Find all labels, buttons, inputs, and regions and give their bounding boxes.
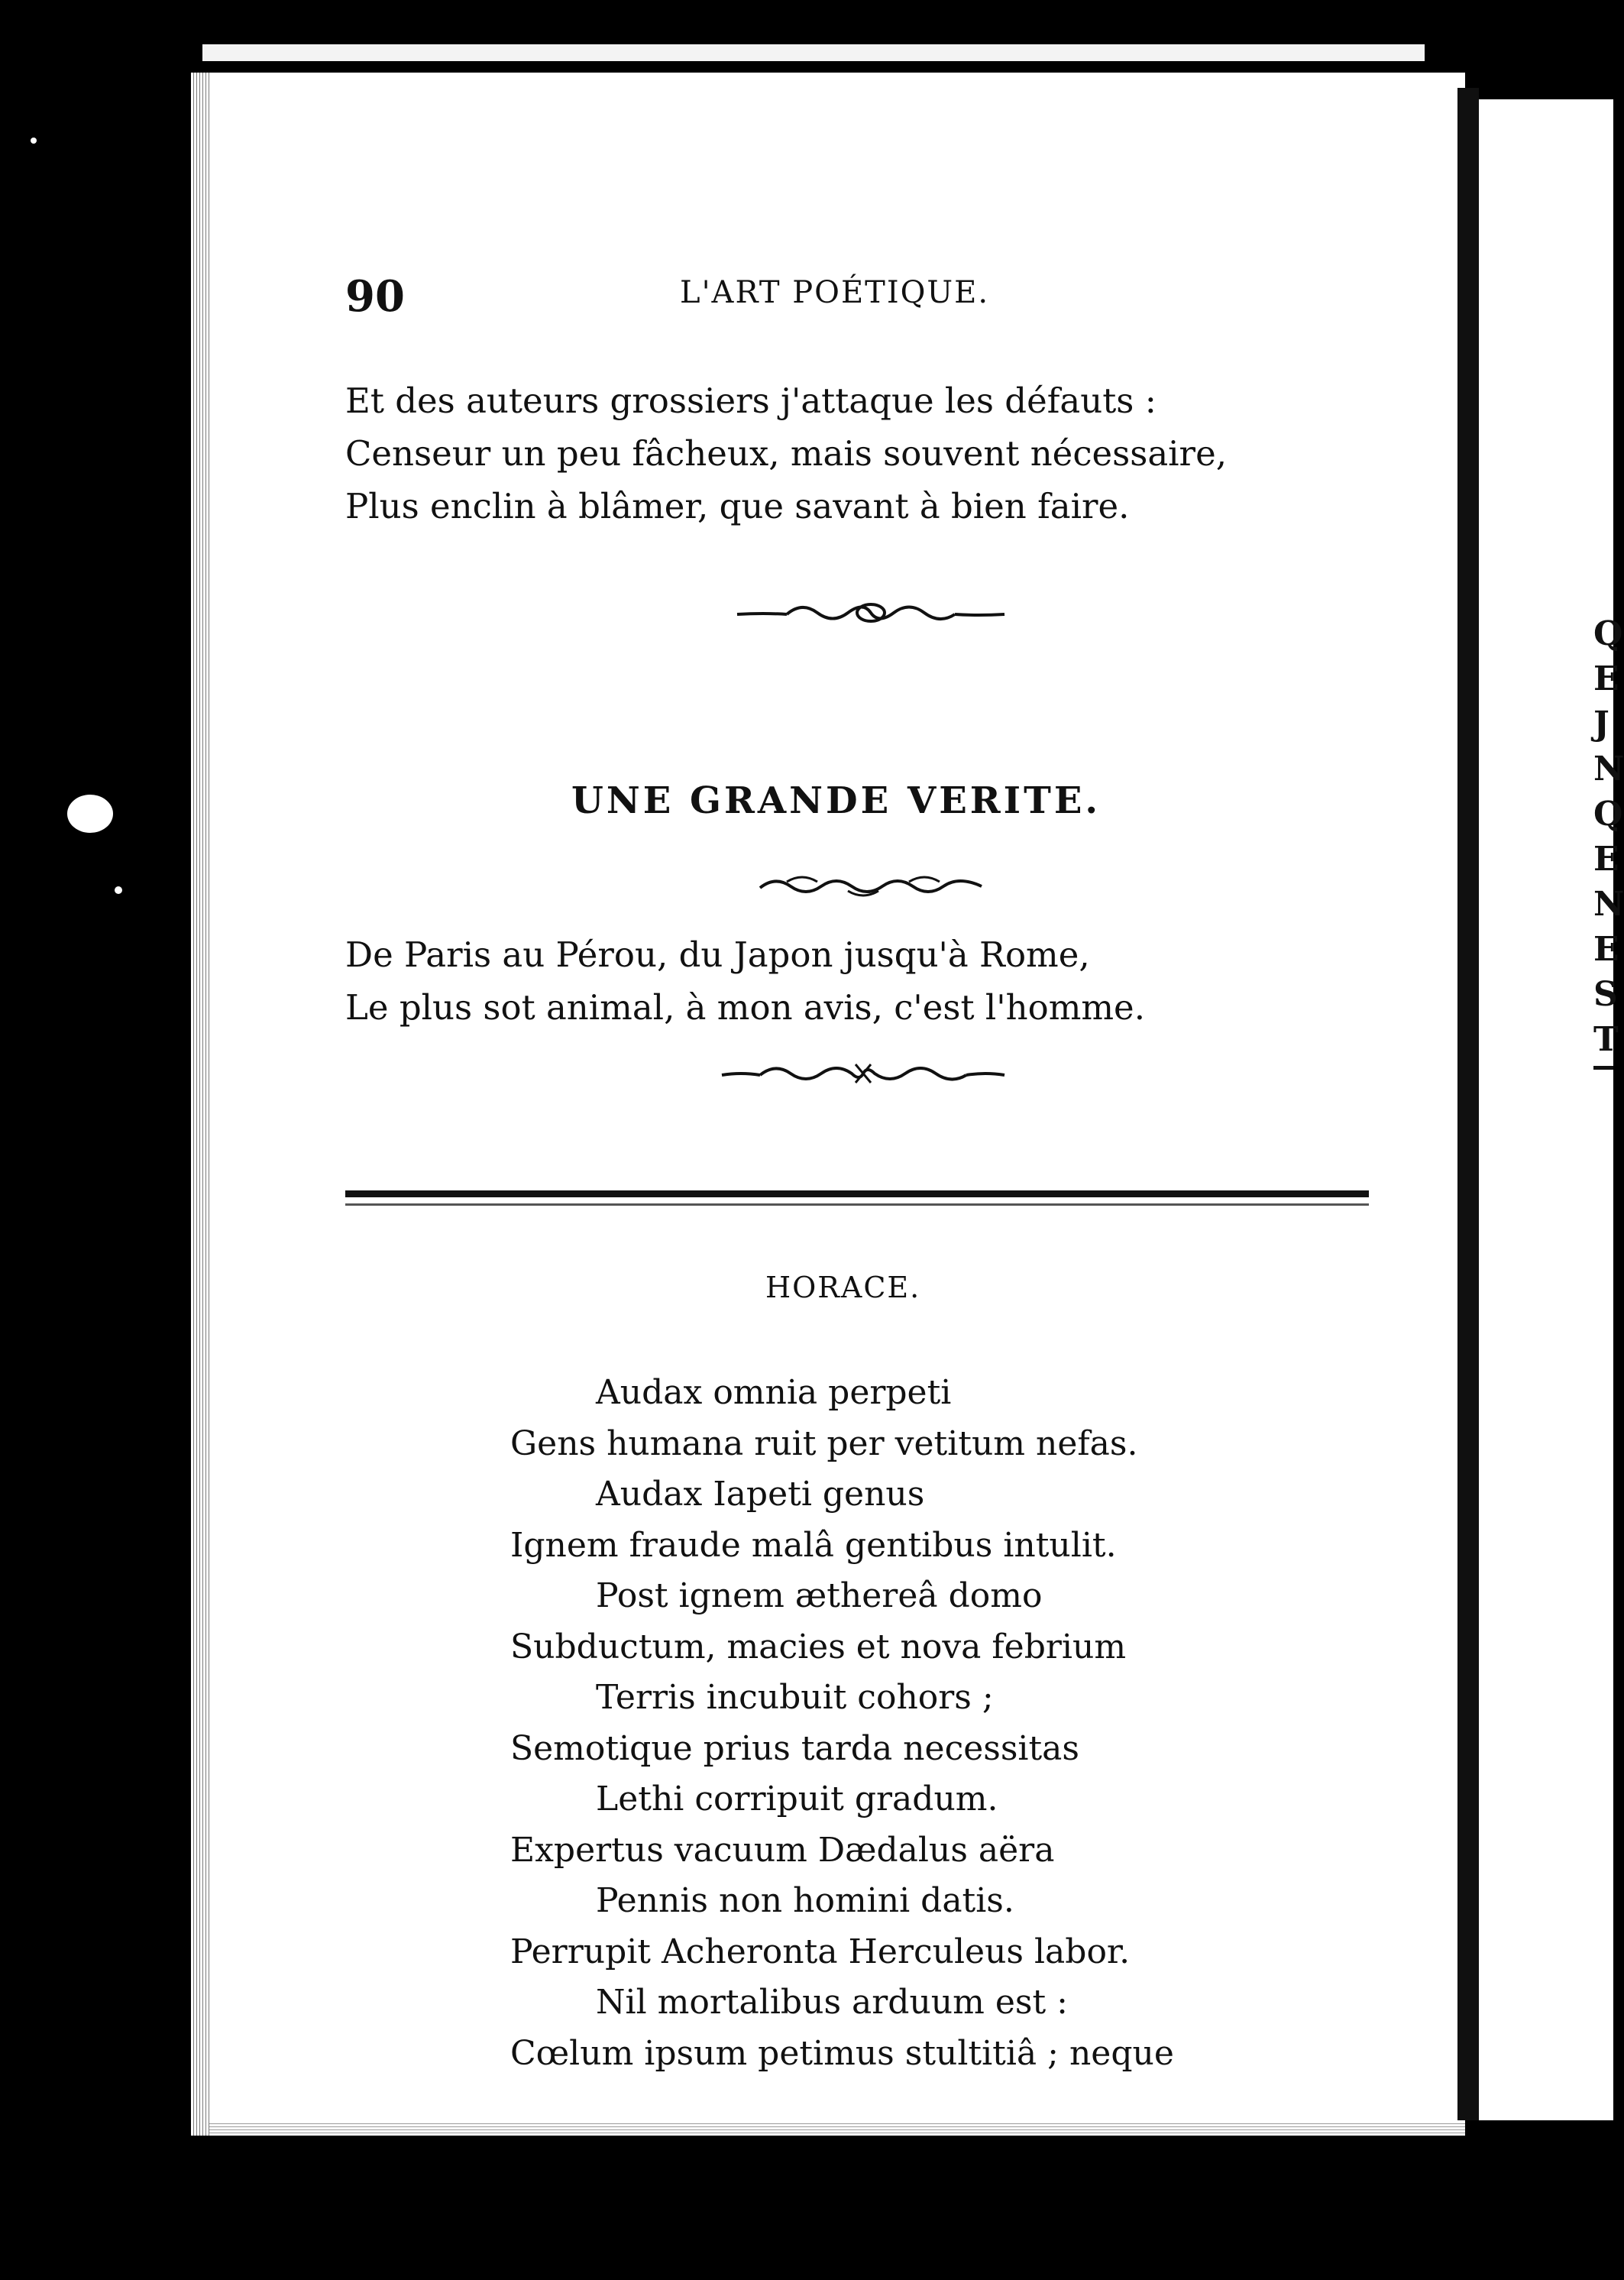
typographic-ornament bbox=[733, 598, 1008, 628]
facing-letter: Q bbox=[1593, 795, 1623, 834]
section-title: UNE GRANDE VERITE. bbox=[571, 779, 1102, 822]
book-gutter bbox=[1457, 88, 1479, 2120]
verse-line: Expertus vacuum Dædalus aëra bbox=[510, 1830, 1055, 1870]
heavy-rule bbox=[345, 1190, 1369, 1197]
verse-line: Audax Iapeti genus bbox=[596, 1475, 925, 1514]
verse-line: Audax omnia perpeti bbox=[596, 1373, 952, 1412]
verse-line: De Paris au Pérou, du Japon jusqu'à Rome, bbox=[345, 934, 1090, 975]
verse-line: Ignem fraude malâ gentibus intulit. bbox=[510, 1525, 1117, 1565]
verse-line: Gens humana ruit per vetitum nefas. bbox=[510, 1423, 1138, 1463]
verse-line: Censeur un peu fâcheux, mais souvent nécessaire, bbox=[345, 433, 1228, 474]
page-edges bbox=[191, 73, 209, 2136]
typographic-ornament bbox=[718, 1058, 1008, 1089]
verse-line: Lethi corripuit gradum. bbox=[596, 1780, 998, 1818]
facing-letter: E bbox=[1593, 930, 1619, 969]
dust-speck bbox=[31, 138, 37, 144]
verse-line: Cœlum ipsum petimus stultitiâ ; neque bbox=[510, 2033, 1174, 2073]
verse-line: Perrupit Acheronta Herculeus labor. bbox=[510, 1932, 1131, 1971]
facing-letter: E bbox=[1593, 840, 1619, 879]
verse-line: Subductum, macies et nova febrium bbox=[510, 1627, 1127, 1666]
section-verse bbox=[345, 928, 1145, 1034]
typographic-ornament bbox=[756, 871, 985, 902]
horace-verse bbox=[510, 1368, 1174, 2079]
top-page-edge bbox=[202, 44, 1425, 61]
facing-letter: N bbox=[1593, 885, 1624, 924]
facing-page bbox=[1479, 99, 1624, 2120]
verse-line: Post ignem æthereâ domo bbox=[596, 1576, 1043, 1615]
page-bottom-edges bbox=[209, 2122, 1465, 2136]
verse-line: Terris incubuit cohors ; bbox=[596, 1678, 994, 1717]
verse-line: Pennis non homini datis. bbox=[596, 1881, 1014, 1920]
dust-speck bbox=[67, 795, 113, 833]
facing-letter: N bbox=[1593, 750, 1624, 789]
running-title: L'ART POÉTIQUE. bbox=[680, 275, 990, 310]
verse-line: Et des auteurs grossiers j'attaque les défauts : bbox=[345, 381, 1157, 421]
verse-line: Nil mortalibus arduum est : bbox=[596, 1983, 1068, 2022]
verse-line: Le plus sot animal, à mon avis, c'est l'homme. bbox=[345, 987, 1145, 1028]
facing-letter: Q bbox=[1593, 614, 1623, 653]
opening-stanza bbox=[345, 374, 1227, 533]
horace-heading: HORACE. bbox=[765, 1271, 921, 1304]
dust-speck bbox=[115, 886, 122, 894]
facing-page-rule bbox=[1593, 1066, 1613, 1070]
thin-rule bbox=[345, 1203, 1369, 1206]
page-number: 90 bbox=[345, 271, 405, 322]
facing-letter: J bbox=[1593, 704, 1609, 743]
verse-line: Plus enclin à blâmer, que savant à bien faire. bbox=[345, 486, 1130, 526]
facing-letter: S bbox=[1593, 975, 1618, 1014]
facing-letter: T bbox=[1593, 1020, 1619, 1059]
facing-page-line-starts bbox=[1593, 611, 1624, 1062]
verse-line: Semotique prius tarda necessitas bbox=[510, 1728, 1079, 1768]
facing-letter: E bbox=[1593, 659, 1619, 698]
